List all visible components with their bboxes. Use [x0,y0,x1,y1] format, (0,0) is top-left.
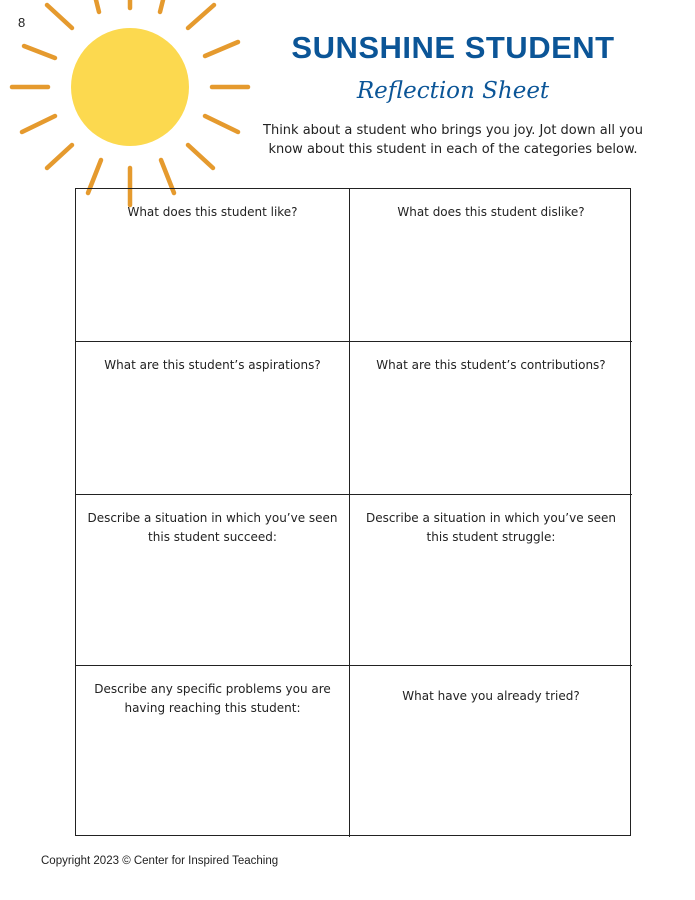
prompt-box-succeed[interactable] [76,495,350,666]
prompt-label: What have you already tried? [402,689,580,703]
prompt-box-aspirations[interactable] [76,342,350,495]
prompt-label: Describe a situation in which you’ve seen this student struggle: [365,511,617,544]
page-number: 8 [18,15,26,30]
prompt-label: Describe a situation in which you’ve seen this student succeed: [87,511,338,544]
prompt-label: Describe any specific problems you are having reaching this student: [94,682,331,715]
prompt-box-struggle[interactable] [350,495,632,666]
prompt-label: What are this student’s contributions? [376,358,606,372]
prompt-label: What does this student like? [127,205,298,219]
prompt-box-tried[interactable] [350,666,632,837]
prompt-label: What does this student dislike? [397,205,585,219]
prompt-box-likes[interactable] [76,189,350,342]
prompt-box-problems[interactable] [76,666,350,837]
sun-illustration [0,0,260,210]
page-subtitle: Reflection Sheet [356,78,550,104]
intro-text: Think about a student who brings you joy. Jot down all you know about this student in each of the categories below. [263,123,643,157]
copyright-footer: Copyright 2023 © Center for Inspired Teaching [41,855,279,867]
prompt-box-contributions[interactable] [350,342,632,495]
page-title: SUNSHINE STUDENT [291,30,615,65]
prompt-label: What are this student’s aspirations? [104,358,321,372]
reflection-grid [75,188,631,836]
prompt-box-dislikes[interactable] [350,189,632,342]
